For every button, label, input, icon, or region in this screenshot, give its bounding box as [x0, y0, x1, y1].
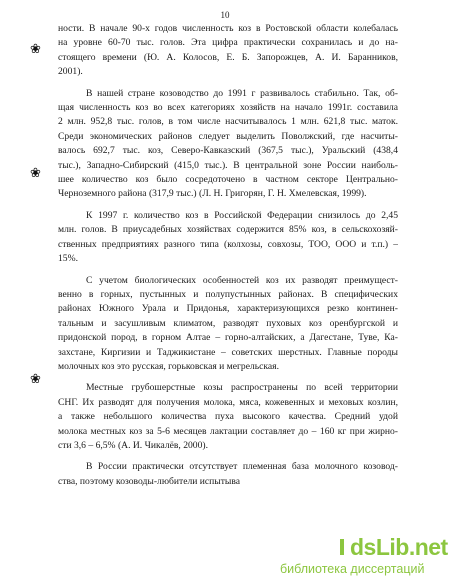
text-line: сти 3,6 – 6,5% (А. И. Чикалёв, 2000). — [58, 439, 208, 451]
paragraph — [58, 381, 398, 453]
text-line: молочных коз это русская, горьковская и мегрельская. — [58, 360, 279, 372]
margin-mark: ❀ — [30, 371, 41, 386]
text-line: придонской пород, в горном Алтае – горно-алтайских, а Дагестане, Туве, Ка- — [58, 332, 398, 344]
document-body — [58, 22, 398, 496]
margin-mark: ❀ — [30, 41, 41, 56]
paragraph — [58, 87, 398, 202]
text-line: ственных предприятиях разного типа (колхозы, совхозы, ТОО, ООО и т.п.) – — [58, 238, 398, 250]
text-line: 15%. — [58, 253, 78, 265]
text-line: млн. голов. В приусадебных хозяйствах содержится 85% коз, в сельскохозяй- — [58, 224, 398, 236]
text-line: В России практически отсутствует племенная база молочного козовод- — [86, 461, 398, 473]
paragraph — [58, 209, 398, 267]
paragraph — [58, 460, 398, 489]
text-line: тальным и засушливым климатом, разводят пуховых коз оренбургской и — [58, 317, 398, 329]
watermark-logo-text: dsLib.net — [350, 534, 448, 560]
text-line: венно в горных, пустынных и полупустынных районах. В специфических — [58, 288, 398, 300]
watermark-logo-icon — [338, 538, 346, 556]
text-line: щая численность коз во всех категориях хозяйств на начало 1991г. составила — [58, 102, 398, 114]
text-line: Среди экономических районов следует выделить Поволжский, где насчиты- — [58, 130, 398, 142]
text-line: стоящего времени (Ю. А. Колосов, Е. Б. Запорожцев, А. И. Баранников, — [58, 51, 398, 63]
text-line: Местные грубошерстные козы распространены по всей территории — [86, 382, 398, 394]
paragraph — [58, 22, 398, 80]
text-line: К 1997 г. количество коз в Российской Федерации снизилось до 2,45 — [86, 209, 398, 221]
text-line: ства, поэтому козоводы-любители испытыва — [58, 475, 241, 487]
text-line: захстане, Киргизии и Таджикистане – советских шерстных. Главные породы — [58, 346, 398, 358]
text-line: СНГ. Их разводят для получения молока, мяса, кожевенных и меховых козлин, — [58, 396, 398, 408]
text-line: ности. В начале 90-х годов численность коз в Ростовской области колебалась — [58, 23, 398, 34]
text-line: Черноземного района (317,9 тыс.) (Л. Н. Григорян, Г. Н. Хмелевская, 1999). — [58, 188, 367, 200]
watermark[interactable] — [258, 534, 450, 581]
page-number: 10 — [220, 10, 230, 20]
text-line: тыс.), Западно-Сибирский (415,0 тыс.). В центральной зоне России наиболь- — [58, 159, 398, 171]
text-line: а также небольшого количества пуха высокого качества. Средний удой — [58, 411, 398, 423]
text-line: С учетом биологических особенностей коз их разводят преимущест- — [86, 274, 398, 286]
paragraph — [58, 274, 398, 375]
margin-mark: ❀ — [30, 165, 41, 180]
text-line: молока местных коз за 5-6 месяцев лактации составляет до – 160 кг при жирно- — [58, 425, 398, 437]
text-line: 2 млн. 952,8 тыс. голов, в том числе насчитывалось 1 млн. 621,8 тыс. маток. — [58, 116, 398, 128]
text-line: на уровне 60-70 тыс. голов. Эта цифра практически сохранилась и до на- — [58, 37, 398, 49]
watermark-subtitle: библиотека диссертаций — [280, 562, 425, 576]
text-line: районах Южного Урала и Придонья, характеризующихся резко континен- — [58, 303, 398, 315]
text-line: В нашей стране козоводство до 1991 г развивалось стабильно. Так, об- — [86, 87, 398, 99]
text-line: 2001). — [58, 66, 83, 78]
text-line: валось 692,7 тыс. коз, Северо-Кавказский (367,5 тыс.), Уральский (438,4 — [58, 145, 398, 157]
text-line: шее количество коз было сосредоточено в частном секторе Центрально- — [58, 174, 398, 186]
